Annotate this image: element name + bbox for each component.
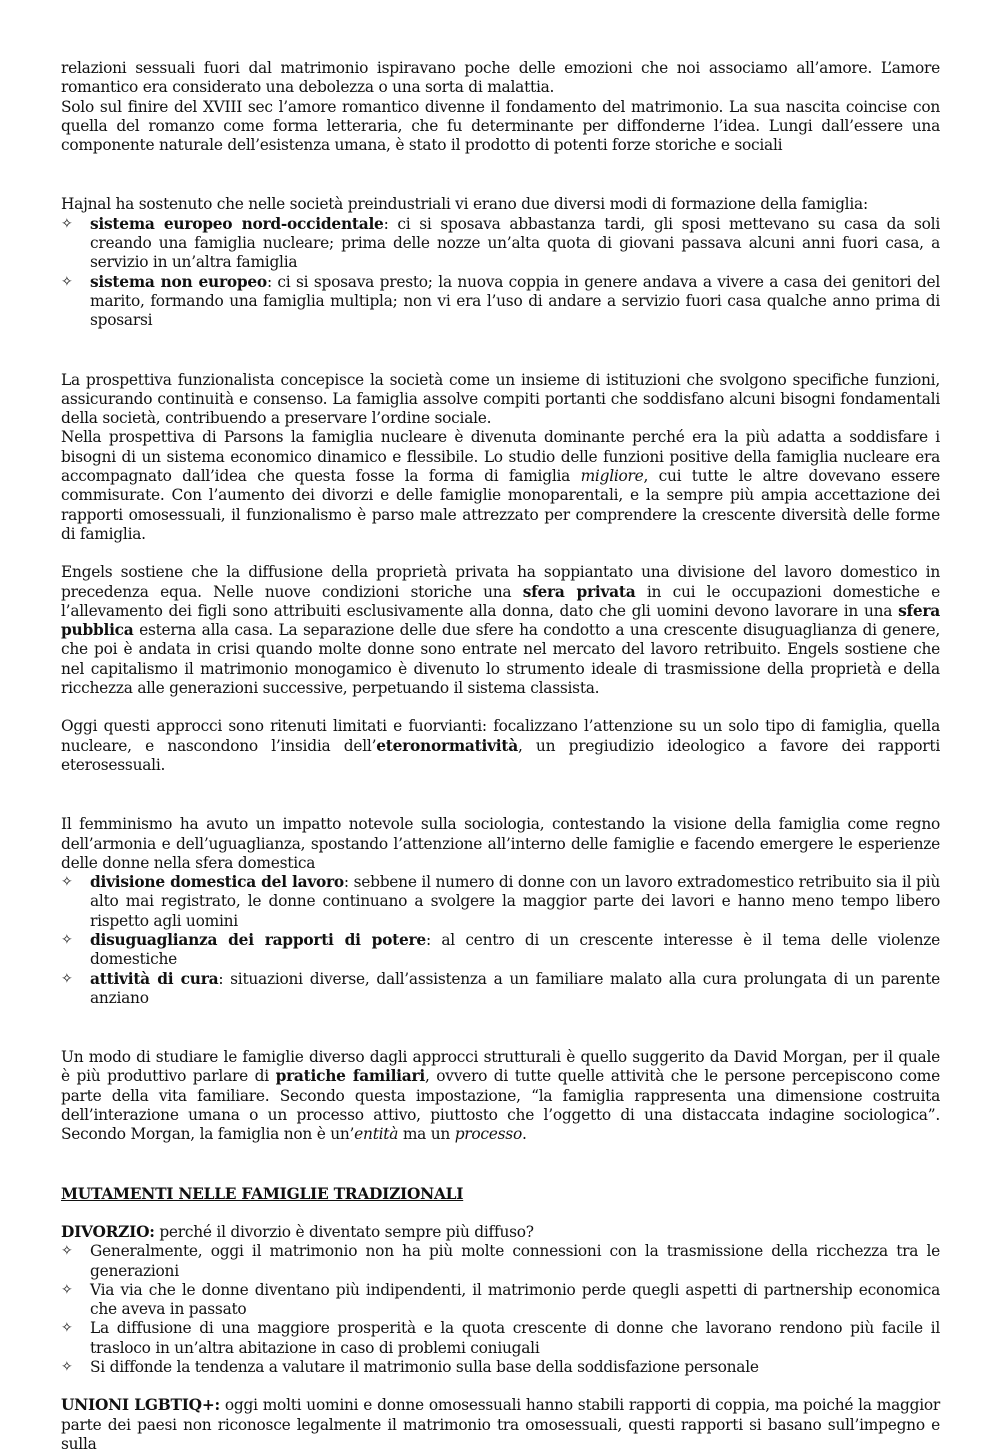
list-item [61, 873, 940, 931]
list-item [61, 931, 940, 970]
diamond-star-icon: ✧ [61, 1281, 73, 1298]
text-span: Oggi questi approcci sono ritenuti limitati e fuorvianti: focalizzano l’attenzione su un solo tipo di famiglia, quella nucleare, e nascondono l’insidia dell’ [61, 717, 940, 755]
emphasis: entità [354, 1125, 399, 1144]
engels-paragraph [61, 563, 940, 698]
bold-term: sistema europeo nord-occidentale [90, 214, 384, 233]
intro-paragraph-2: Solo sul finire del XVIII sec l’amore romantico divenne il fondamento del matrimonio. La sua nascita coincise con quella del romanzo come forma letteraria, che fu determinante per diffonderne l’idea. Lungi dall’essere una componente naturale dell’esistenza umana, è stato il prodotto di potenti forze storiche e sociali [61, 97, 940, 155]
lgbt-paragraph [61, 1396, 940, 1454]
text-span: ma un [398, 1125, 455, 1144]
diamond-star-icon: ✧ [61, 273, 73, 290]
item-text: : al centro di un crescente interesse è il tema delle violenze domestiche [90, 930, 941, 969]
hajnal-intro: Hajnal ha sostenuto che nelle società preindustriali vi erano due diversi modi di formazione della famiglia: [61, 195, 868, 214]
femminismo-list [61, 873, 940, 1008]
bold-term: sistema non europeo [90, 272, 267, 291]
bold-term: eteronormatività [376, 736, 518, 755]
item-text: : ci si sposava presto; la nuova coppia in genere andava a vivere a casa dei genitori del marito, formando una famiglia multipla; non vi era l’uso di andare a servizio fuori casa qualche anno prima di sposarsi [90, 272, 940, 330]
item-text: Generalmente, oggi il matrimonio non ha più molte connessioni con la trasmissione della ricchezza tra le generazioni [90, 1242, 940, 1280]
diamond-star-icon: ✧ [61, 874, 73, 891]
morgan-paragraph [61, 1048, 940, 1144]
text-span: oggi molti uomini e donne omosessuali hanno stabili rapporti di coppia, ma poiché la maggior parte dei paesi non riconosce legalmente il matrimonio tra omosessuali, questi rapporti si basano sull’impegno e sulla [61, 1396, 940, 1453]
divorzio-list [61, 1242, 940, 1377]
item-text: Si diffonde la tendenza a valutare il matrimonio sulla base della soddisfazione personale [90, 1358, 759, 1377]
section-heading: MUTAMENTI NELLE FAMIGLIE TRADIZIONALI [61, 1184, 464, 1203]
item-text: : situazioni diverse, dall’assistenza a un familiare malato alla cura prolungata di un parente anziano [90, 969, 940, 1007]
bold-term: disuguaglianza dei rapporti di potere [90, 930, 426, 949]
bold-term: sfera pubblica [61, 601, 940, 640]
bold-label: UNIONI LGBTIQ+: [61, 1396, 220, 1415]
bold-term: divisione domestica del lavoro [90, 873, 344, 892]
diamond-star-icon: ✧ [61, 1320, 73, 1337]
bold-label: DIVORZIO: [61, 1222, 155, 1241]
bold-term: attività di cura [90, 969, 219, 988]
diamond-star-icon: ✧ [61, 1243, 73, 1260]
bold-term: pratiche familiari [275, 1067, 425, 1086]
item-text: : sebbene il numero di donne con un lavoro extradomestico retribuito sia il più alto mai registrato, le donne continuano a svolgere la maggior parte dei lavori e hanno meno tempo libero rispetto agli uomini [90, 873, 940, 930]
text-span: Nella prospettiva di Parsons la famiglia nucleare è divenuta dominante perché era la più adatta a soddisfare i bisogni di un sistema economico dinamico e flessibile. Lo studio delle funzioni positive della famiglia nucleare era accompagnato dall’idea che questa fosse la forma di famiglia [61, 428, 940, 486]
list-item [61, 1242, 940, 1281]
list-item [61, 970, 940, 1009]
text-span: perché il divorzio è diventato sempre più diffuso? [154, 1222, 534, 1241]
item-text: : ci si sposava abbastanza tardi, gli sposi mettevano su casa da soli creando una famiglia nucleare; prima delle nozze un’alta quota di giovani passava alcuni anni fuori casa, a servizio in un’altra famiglia [90, 214, 940, 272]
text-span: esterna alla casa. La separazione delle due sfere ha condotto a una crescente disuguaglianza di genere, che poi è andata in crisi quando molte donne sono entrate nel mercato del lavoro retribuito. Engels sostiene che nel capitalismo il matrimonio monogamico è divenuto lo strumento ideale di trasmissione della proprietà e della ricchezza alle generazioni successive, perpetuando il sistema classista. [61, 621, 940, 698]
diamond-star-icon: ✧ [61, 931, 73, 948]
list-item [61, 1281, 940, 1320]
divorzio-intro [61, 1223, 940, 1242]
text-span: Un modo di studiare le famiglie diverso dagli approcci strutturali è quello suggerito da David Morgan, per il quale è più produttivo parlare di [61, 1048, 940, 1086]
diamond-star-icon: ✧ [61, 1359, 73, 1376]
text-span: . [521, 1125, 527, 1144]
text-span: , ovvero di tutte quelle attività che le persone percepiscono come parte della vita familiare. Secondo questa impostazione, “la famiglia rappresenta una dimensione costruita dell’interazione umana o un processo attivo, piuttosto che l’oggetto di una distaccata indagine sociologica”. Secondo Morgan, la famiglia non è un’ [61, 1067, 940, 1144]
text-span: in cui le occupazioni domestiche e l’allevamento dei figli sono attribuiti esclusivamente alla donna, dato che gli uomini devono lavorare in una [61, 582, 940, 620]
bold-term: sfera privata [522, 582, 636, 601]
parsons-paragraph [61, 428, 940, 544]
emphasis: processo [454, 1125, 522, 1144]
diamond-star-icon: ✧ [61, 215, 73, 232]
item-text: La diffusione di una maggiore prosperità e la quota crescente di donne che lavorano rendono più facile il trasloco in un’altra abitazione in caso di problemi coniugali [90, 1319, 940, 1357]
oggi-paragraph [61, 717, 940, 775]
femminismo-intro: Il femminismo ha avuto un impatto notevole sulla sociologia, contestando la visione della famiglia come regno dell’armonia e dell’uguaglianza, spostando l’attenzione all’interno delle famiglie e facendo emergere le esperienze delle donne nella sfera domestica [61, 815, 940, 872]
text-span: , cui tutte le altre dovevano essere commisurate. Con l’aumento dei divorzi e delle famiglie monoparentali, e la sempre più ampia accettazione dei rapporti omosessuali, il funzionalismo è parso male attrezzato per comprendere la crescente diversità delle forme di famiglia. [61, 467, 940, 543]
list-item [61, 273, 940, 331]
diamond-star-icon: ✧ [61, 970, 73, 987]
emphasis: migliore [580, 467, 644, 486]
document-page [61, 59, 940, 1454]
list-item [61, 1358, 940, 1377]
funzionalismo-paragraph-1: La prospettiva funzionalista concepisce la società come un insieme di istituzioni che svolgono specifiche funzioni, assicurando continuità e consenso. La famiglia assolve compiti portanti che soddisfano alcuni bisogni fondamentali della società, contribuendo a preservare l’ordine sociale. [61, 370, 940, 428]
text-span: Engels sostiene che la diffusione della proprietà privata ha soppiantato una divisione del lavoro domestico in precedenza equa. Nelle nuove condizioni storiche una [61, 563, 940, 601]
intro-paragraph-1: relazioni sessuali fuori dal matrimonio ispiravano poche delle emozioni che noi associamo all’amore. L’amore romantico era considerato una debolezza o una sorta di malattia. [61, 59, 940, 97]
list-item [61, 1319, 940, 1358]
text-span: , un pregiudizio ideologico a favore dei rapporti eterosessuali. [61, 736, 940, 774]
item-text: Via via che le donne diventano più indipendenti, il matrimonio perde quegli aspetti di partnership economica che aveva in passato [90, 1280, 940, 1319]
hajnal-list [61, 215, 940, 331]
list-item [61, 215, 940, 273]
